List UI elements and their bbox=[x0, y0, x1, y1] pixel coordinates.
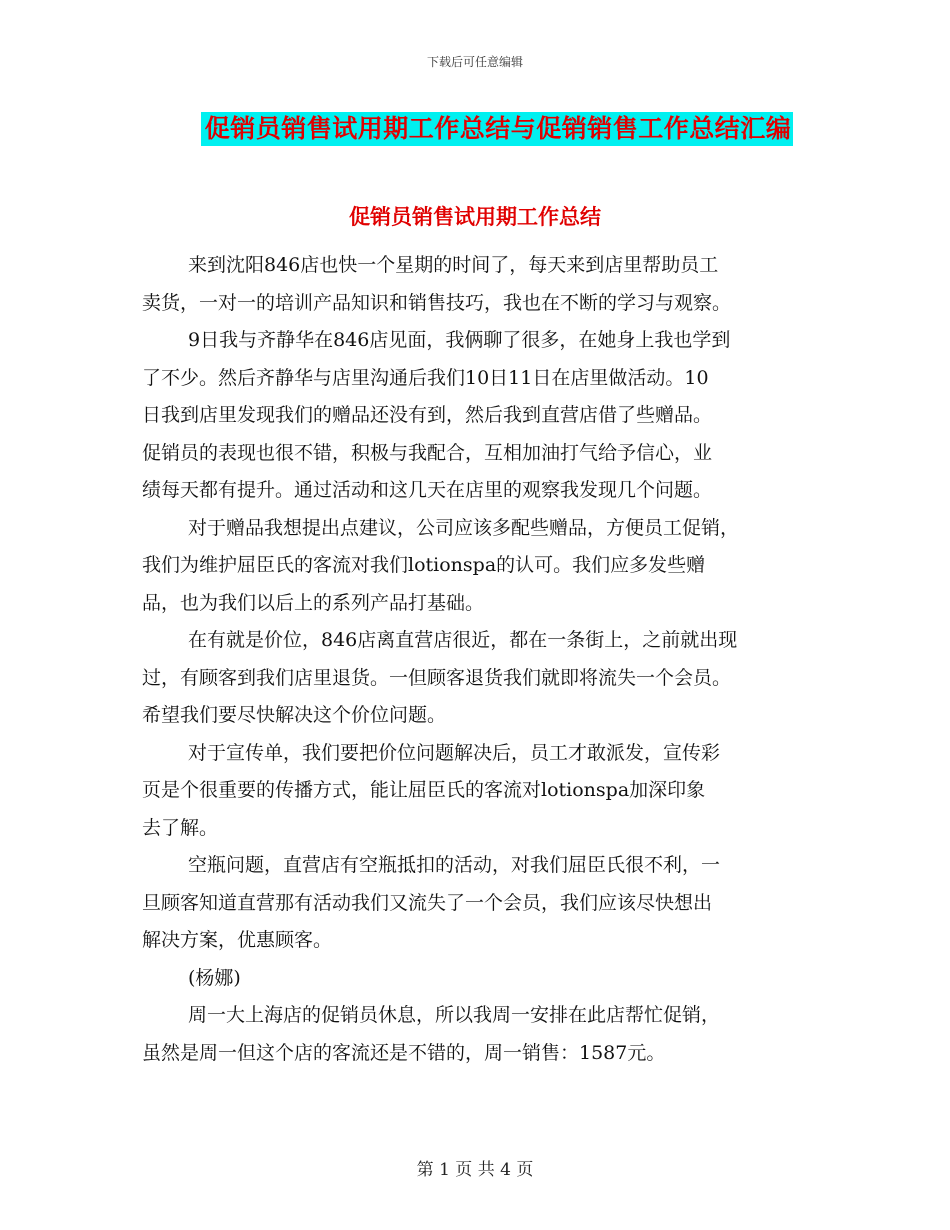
text-line: 来到沈阳846店也快一个星期的时间了，每天来到店里帮助员工 bbox=[188, 254, 719, 276]
text-line: 虽然是周一但这个店的客流还是不错的，周一销售：1587元。 bbox=[142, 1041, 666, 1064]
paragraph bbox=[142, 735, 812, 848]
text-line: 我们为维护屈臣氏的客流对我们lotionspa的认可。我们应多发些赠 bbox=[142, 554, 706, 576]
text-line: (杨娜) bbox=[188, 966, 241, 989]
paragraph bbox=[142, 322, 812, 510]
paragraph bbox=[142, 247, 812, 322]
text-line: 对于赠品我想提出点建议，公司应该多配些赠品，方便员工促销， bbox=[188, 516, 740, 539]
header-note: 下载后可任意编辑 bbox=[426, 55, 523, 69]
text-line: 希望我们要尽快解决这个价位问题。 bbox=[142, 704, 447, 726]
paragraph bbox=[142, 510, 812, 623]
text-line: 过，有顾客到我们店里退货。一但顾客退货我们就即将流失一个会员。 bbox=[142, 666, 732, 689]
text-line: 品，也为我们以后上的系列产品打基础。 bbox=[142, 591, 485, 614]
text-line: 周一大上海店的促销员休息，所以我周一安排在此店帮忙促销， bbox=[188, 1004, 721, 1026]
paragraph bbox=[142, 847, 812, 960]
text-line: 促销员的表现也很不错，积极与我配合，互相加油打气给予信心，业 bbox=[142, 441, 713, 464]
text-line: 解决方案，优惠顾客。 bbox=[142, 929, 333, 951]
body-text bbox=[142, 247, 812, 1072]
text-line: 日我到店里发现我们的赠品还没有到，然后我到直营店借了些赠品。 bbox=[142, 404, 713, 426]
text-line: 去了解。 bbox=[142, 816, 219, 839]
text-line: 对于宣传单，我们要把价位问题解决后，员工才敢派发，宣传彩 bbox=[188, 741, 721, 764]
text-line: 旦顾客知道直营那有活动我们又流失了一个会员，我们应该尽快想出 bbox=[142, 891, 713, 914]
text-line: 在有就是价位，846店离直营店很近，都在一条街上，之前就出现 bbox=[188, 629, 738, 651]
page-footer: 第 1 页 共 4 页 bbox=[416, 1160, 534, 1180]
section-title: 促销员销售试用期工作总结 bbox=[349, 204, 601, 229]
text-line: 绩每天都有提升。通过活动和这几天在店里的观察我发现几个问题。 bbox=[142, 479, 713, 501]
text-line: 9日我与齐静华在846店见面，我俩聊了很多，在她身上我也学到 bbox=[188, 329, 731, 351]
text-line: 页是个很重要的传播方式，能让屈臣氏的客流对lotionspa加深印象 bbox=[142, 779, 706, 801]
paragraph bbox=[142, 960, 812, 998]
main-title: 促销员销售试用期工作总结与促销销售工作总结汇编 bbox=[201, 112, 794, 146]
text-line: 了不少。然后齐静华与店里沟通后我们10日11日在店里做活动。10 bbox=[142, 366, 709, 389]
main-title-wrap bbox=[0, 112, 950, 146]
paragraph bbox=[142, 997, 812, 1072]
text-line: 空瓶问题，直营店有空瓶抵扣的活动，对我们屈臣氏很不利，一 bbox=[188, 854, 721, 876]
paragraph bbox=[142, 622, 812, 735]
text-line: 卖货，一对一的培训产品知识和销售技巧，我也在不断的学习与观察。 bbox=[142, 291, 732, 314]
